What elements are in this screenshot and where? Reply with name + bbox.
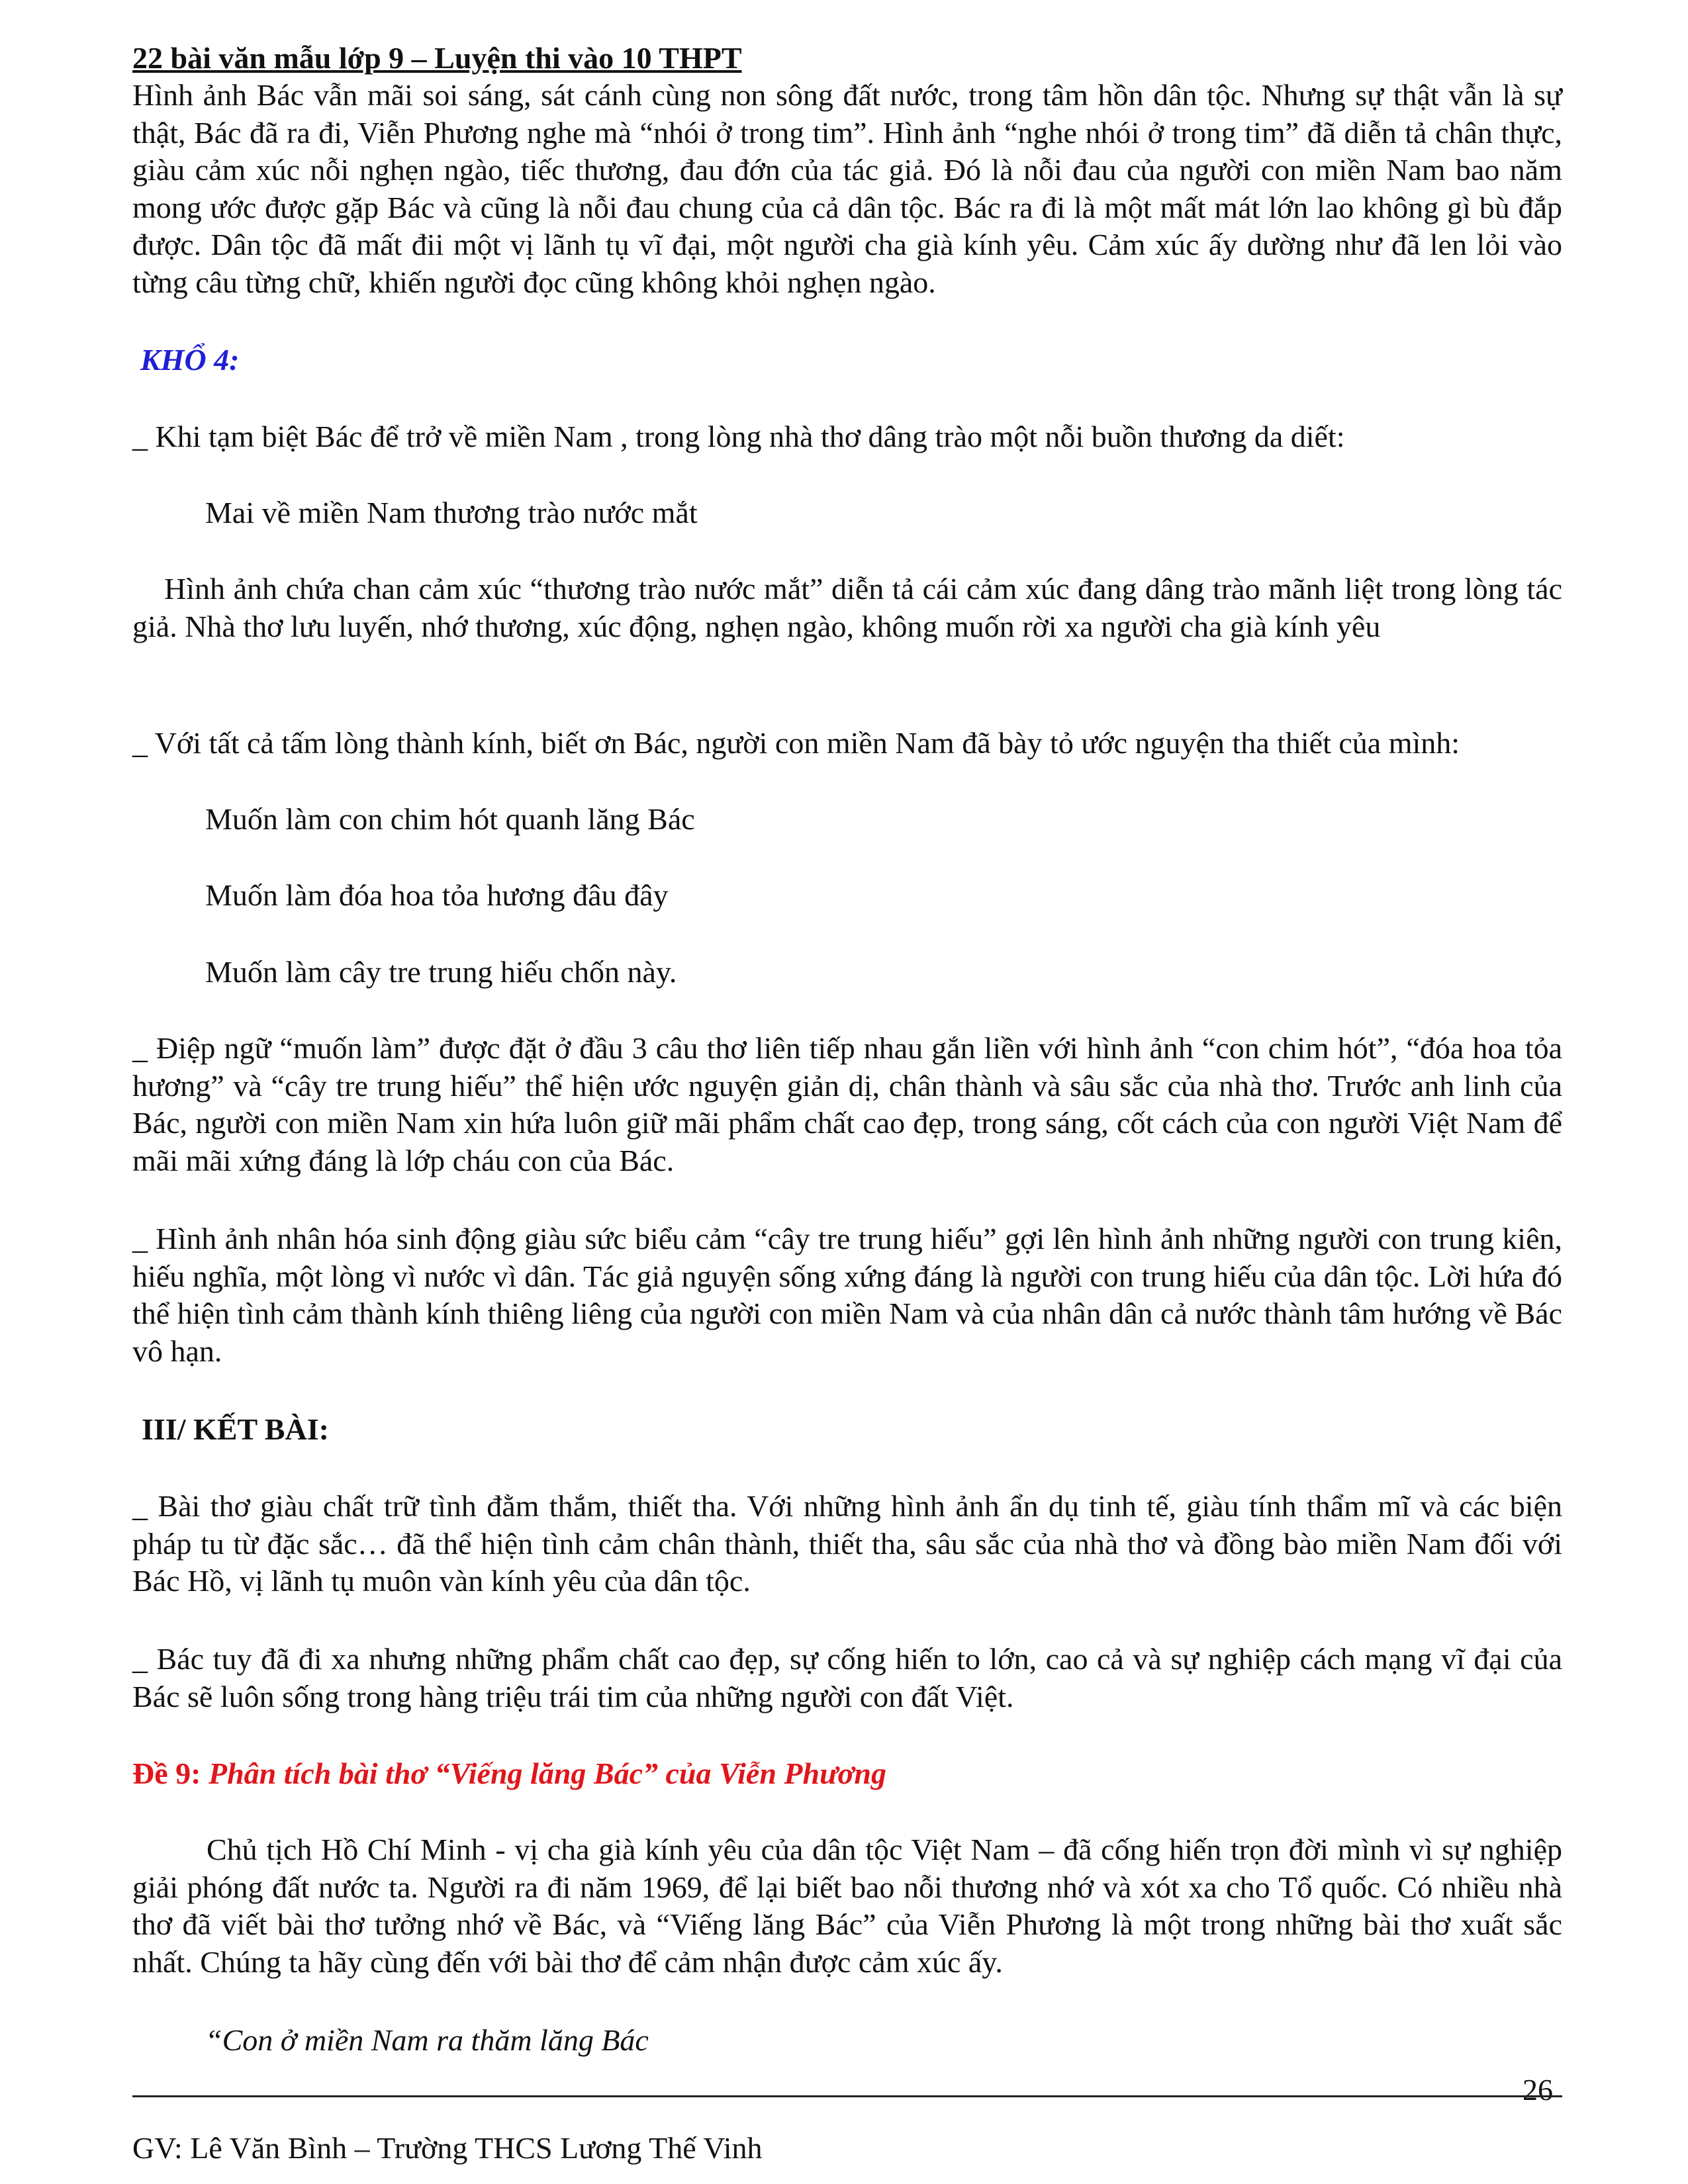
kho4-p2-block [132, 570, 1562, 645]
ket-bai-p1-block [132, 1488, 1562, 1600]
footer-author: GV: Lê Văn Bình – Trường THCS Lương Thế Vinh [132, 2131, 763, 2165]
kho4-paragraph-3: _ Với tất cả tấm lòng thành kính, biết ơn Bác, người con miền Nam đã bày tỏ ước nguyện tha thiết của mình: [132, 726, 1460, 760]
kho4-paragraph-2: Hình ảnh chứa chan cảm xúc “thương trào nước mắt” diễn tả cái cảm xúc đang dâng trào mãnh liệt trong lòng tác giả. Nhà thơ lưu luyến, nhớ thương, xúc động, nghẹn ngào, không muốn rời xa người cha già kính yêu [132, 572, 1562, 643]
footer-divider [132, 2095, 1562, 2097]
kho4-heading-block [140, 342, 1570, 377]
kho4-p4-block [132, 1030, 1562, 1179]
header-title: 22 bài văn mẫu lớp 9 – Luyện thi vào 10 THPT [132, 41, 742, 75]
ket-bai-paragraph-2: _ Bác tuy đã đi xa nhưng những phẩm chất cao đẹp, sự cống hiến to lớn, cao cả và sự nghiệp cách mạng vĩ đại của Bác sẽ luôn sống trong hàng triệu trái tim của những người con đất Việt. [132, 1642, 1562, 1713]
header-block [132, 40, 1562, 301]
verse-line: Muốn làm con chim hót quanh lăng Bác [205, 802, 695, 836]
de9-label: Đề 9: [132, 1756, 201, 1790]
kho4-verse-2 [205, 801, 1562, 838]
kho4-p3-block [132, 725, 1562, 762]
intro-paragraph: Hình ảnh Bác vẫn mãi soi sáng, sát cánh cùng non sông đất nước, trong tâm hồn dân tộc. Nhưng sự thật vẫn là sự thật, Bác đã ra đi, Viễn Phương nghe mà “nhói ở trong tim”. Hình ảnh “nghe nhói ở trong tim” đã diễn tả chân thực, giàu cảm xúc nỗi nghẹn ngào, tiếc thương, đau đớn của tác giả. Đó là nỗi đau của người con miền Nam bao năm mong ước được gặp Bác và cũng là nỗi đau chung của cả dân tộc. Bác ra đi là một mất mát lớn lao không gì bù đắp được. Dân tộc đã mất đii một vị lãnh tụ vĩ đại, một người cha già kính yêu. Cảm xúc ấy dường như đã len lỏi vào từng câu từng chữ, khiến người đọc cũng không khỏi nghẹn ngào. [132, 78, 1562, 299]
verse-line: Muốn làm cây tre trung hiếu chốn này. [205, 955, 677, 989]
ket-bai-heading-block [142, 1412, 1571, 1447]
de9-title-block [132, 1755, 1562, 1792]
ket-bai-heading: III/ KẾT BÀI: [142, 1412, 329, 1446]
verse-line: Muốn làm đóa hoa tỏa hương đâu đây [205, 878, 669, 912]
de9-topic: Phân tích bài thơ “Viếng lăng Bác” của Viễn Phương [208, 1756, 886, 1790]
de9-paragraph-1: Chủ tịch Hồ Chí Minh - vị cha già kính yêu của dân tộc Việt Nam – đã cống hiến trọn đời mình vì sự nghiệp giải phóng đất nước ta. Người ra đi năm 1969, để lại biết bao nỗi thương nhớ và xót xa cho Tổ quốc. Có nhiều nhà thơ đã viết bài thơ tưởng nhớ về Bác, và “Viếng lăng Bác” của Viễn Phương là một trong những bài thơ xuất sắc nhất. Chúng ta hãy cùng đến với bài thơ để cảm nhận được cảm xúc ấy. [132, 1833, 1562, 1979]
kho4-paragraph-5: _ Hình ảnh nhân hóa sinh động giàu sức biểu cảm “cây tre trung hiếu” gợi lên hình ảnh những người con trung kiên, hiếu nghĩa, một lòng vì nước vì dân. Tác giả nguyện sống xứng đáng là người con trung hiếu của dân tộc. Lời hứa đó thể hiện tình cảm thành kính thiêng liêng của người con miền Nam và của nhân dân cả nước thành tâm hướng về Bác vô hạn. [132, 1222, 1562, 1368]
kho4-verse-1: Mai về miền Nam thương trào nước mắt [205, 496, 698, 529]
kho4-verse-4 [205, 954, 1562, 991]
de9-p1-block [132, 1831, 1562, 1981]
de9-quote-block [205, 2022, 1562, 2059]
kho4-verse-3 [205, 877, 1562, 914]
page-number: 26 [1523, 2073, 1553, 2107]
kho4-heading: KHỔ 4: [140, 343, 240, 377]
ket-bai-paragraph-1: _ Bài thơ giàu chất trữ tình đằm thắm, thiết tha. Với những hình ảnh ẩn dụ tinh tế, giàu tính thẩm mĩ và các biện pháp tu từ đặc sắc… đã thể hiện tình cảm chân thành, thiết tha, sâu sắc của nhà thơ và đồng bào miền Nam đối với Bác Hồ, vị lãnh tụ muôn vàn kính yêu của dân tộc. [132, 1489, 1562, 1598]
ket-bai-p2-block [132, 1641, 1562, 1715]
de9-title [132, 1755, 1562, 1792]
kho4-p5-block [132, 1220, 1562, 1370]
de9-quote: “Con ở miền Nam ra thăm lăng Bác [205, 2023, 649, 2057]
kho4-p1-block [132, 418, 1562, 456]
kho4-paragraph-4: _ Điệp ngữ “muốn làm” được đặt ở đầu 3 câu thơ liên tiếp nhau gắn liền với hình ảnh “con chim hót”, “đóa hoa tỏa hương” và “cây tre trung hiếu” thể hiện ước nguyện giản dị, chân thành và sâu sắc của nhà thơ. Trước anh linh của Bác, người con miền Nam xin hứa luôn giữ mãi phẩm chất cao đẹp, trong sáng, cốt cách của con người Việt Nam để mãi mãi xứng đáng là lớp cháu con của Bác. [132, 1031, 1562, 1177]
kho4-paragraph-1: _ Khi tạm biệt Bác để trở về miền Nam , trong lòng nhà thơ dâng trào một nỗi buồn thương da diết: [132, 420, 1345, 453]
kho4-verse-1-block [205, 494, 1562, 531]
